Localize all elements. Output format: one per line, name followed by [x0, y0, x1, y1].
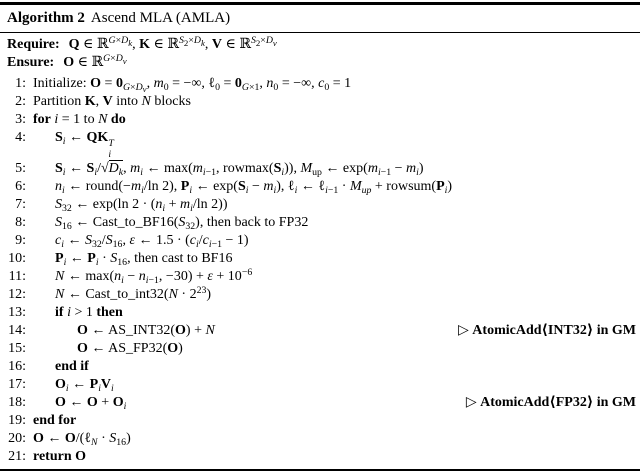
line-number: 3:	[15, 112, 26, 127]
line-content: if i > 1 then	[55, 304, 123, 320]
line-number: 7:	[15, 196, 26, 212]
line-content: $S_{32}$ ← exp(ln $2 \cdot (n_i + m_i/\ln$ 2))	[55, 196, 228, 214]
line-content: $c_i$ ← $S_{32}/S_{16}$, ε ← $1.5 \cdot (c_i/c_{i-1} - 1)$	[55, 232, 249, 250]
algorithm-line	[0, 214, 640, 232]
ensure-line	[0, 54, 640, 72]
ensure-math: O ∈ ℝ$^{G\times D_v}$	[63, 53, 127, 70]
line-content: return O	[33, 448, 87, 464]
line-content: O ← AS_FP32(O)	[77, 340, 183, 356]
line-number: 15:	[8, 340, 26, 356]
line-comment: ▷ AtomicAdd⟨INT32⟩ in GM	[458, 322, 636, 338]
line-content: $S_i$ ← $S_i/√D_k$, $m_i$ ← $\max(m_{i-1}$, $rowmax(S_i)$), $M_{up}$ ← $\exp(m_{i-1} - m_i)$	[55, 160, 424, 178]
algorithm-line	[0, 196, 640, 214]
line-content: $n_i$ ← $round(-m_i/\ln$ 2), $P_i$ ← $\exp(S_i - m_i)$, ℓ$_i$ ← ℓ$_{i-1}$ · $M_{up}$ + $rowsum(P_i)$	[55, 178, 453, 196]
line-content: O ← O/(ℓ$_N$ · $S_{16}$)	[33, 430, 131, 448]
line-content: $P_i$ ← $P_i \cdot S_{16}$, then cast to BF16	[55, 250, 233, 268]
algorithm-label: Algorithm 2	[7, 10, 85, 26]
algorithm-line	[0, 340, 640, 358]
line-content: $S_i$ ← QK T i	[55, 130, 114, 160]
line-content: Partition K, V into N blocks	[33, 94, 191, 109]
line-number: 18:	[8, 394, 26, 410]
algorithm-line	[0, 178, 640, 196]
line-number: 12:	[8, 286, 26, 302]
algorithm-line	[0, 322, 640, 340]
line-number: 11:	[8, 268, 26, 284]
line-number: 8:	[15, 214, 26, 230]
algorithm-line	[0, 286, 640, 304]
line-number: 9:	[15, 232, 26, 248]
algorithm-line	[0, 75, 640, 93]
algorithm-line	[0, 129, 640, 160]
algorithm-line	[0, 268, 640, 286]
line-content: N ← Cast_to_int32(N · $2^{23}$)	[55, 285, 212, 302]
line-content: Initialize: $O = 0_{G\times D_v}$, $m_0$ = −∞, ℓ$_0$ = $0_{G\times 1}$, $n_0$ = −∞, $c_0 = 1$	[33, 76, 352, 95]
algorithm-body	[0, 74, 640, 466]
line-content: for i = 1 to N do	[33, 112, 126, 127]
line-content: N ← $\max(n_i - n_{i-1}$, $-30) + \varepsilon + 10^{-6}$	[55, 267, 253, 286]
algorithm-line	[0, 430, 640, 448]
require-line	[0, 36, 640, 54]
algorithm-title: Ascend MLA (AMLA)	[90, 10, 231, 26]
algorithm-line	[0, 232, 640, 250]
preamble	[0, 33, 640, 74]
line-content: end for	[33, 412, 77, 428]
algorithm-box	[0, 2, 640, 471]
line-content: $O_i$ ← $P_iV_i$	[55, 376, 114, 394]
algorithm-header	[0, 5, 640, 32]
require-math: Q ∈ ℝ$^{G\times D_k}$, K ∈ ℝ$^{S_2\times D_k}$, V ∈ ℝ$^{S_2\times D_v}$	[68, 35, 277, 52]
line-number: 13:	[8, 304, 26, 320]
algorithm-line	[0, 376, 640, 394]
require-keyword: Require:	[7, 37, 60, 52]
line-number: 6:	[15, 178, 26, 194]
algorithm-line	[0, 93, 640, 111]
algorithm-line	[0, 160, 640, 178]
algorithm-line	[0, 250, 640, 268]
line-number: 19:	[8, 412, 26, 428]
algorithm-line	[0, 412, 640, 430]
algorithm-line	[0, 358, 640, 376]
line-content: O ← AS_INT32(O) + N	[77, 322, 215, 338]
line-number: 16:	[8, 358, 26, 374]
line-content: $S_{16}$ ← $Cast\_to\_BF16(S_{32})$, then back to FP32	[55, 214, 309, 232]
line-number: 17:	[8, 376, 26, 392]
line-number: 10:	[8, 250, 26, 266]
ensure-keyword: Ensure:	[7, 55, 55, 70]
line-number: 1:	[15, 76, 26, 91]
line-number: 5:	[15, 160, 26, 176]
line-content: O ← $O + O_i$	[55, 394, 127, 412]
line-number: 2:	[15, 94, 26, 109]
line-number: 14:	[8, 322, 26, 338]
line-comment: ▷ AtomicAdd⟨FP32⟩ in GM	[465, 394, 636, 410]
line-number: 20:	[8, 430, 26, 446]
algorithm-line	[0, 304, 640, 322]
line-number: 4:	[15, 130, 26, 145]
algorithm-line	[0, 111, 640, 129]
algorithm-line	[0, 394, 640, 412]
line-content: end if	[55, 358, 89, 374]
line-number: 21:	[8, 448, 26, 464]
